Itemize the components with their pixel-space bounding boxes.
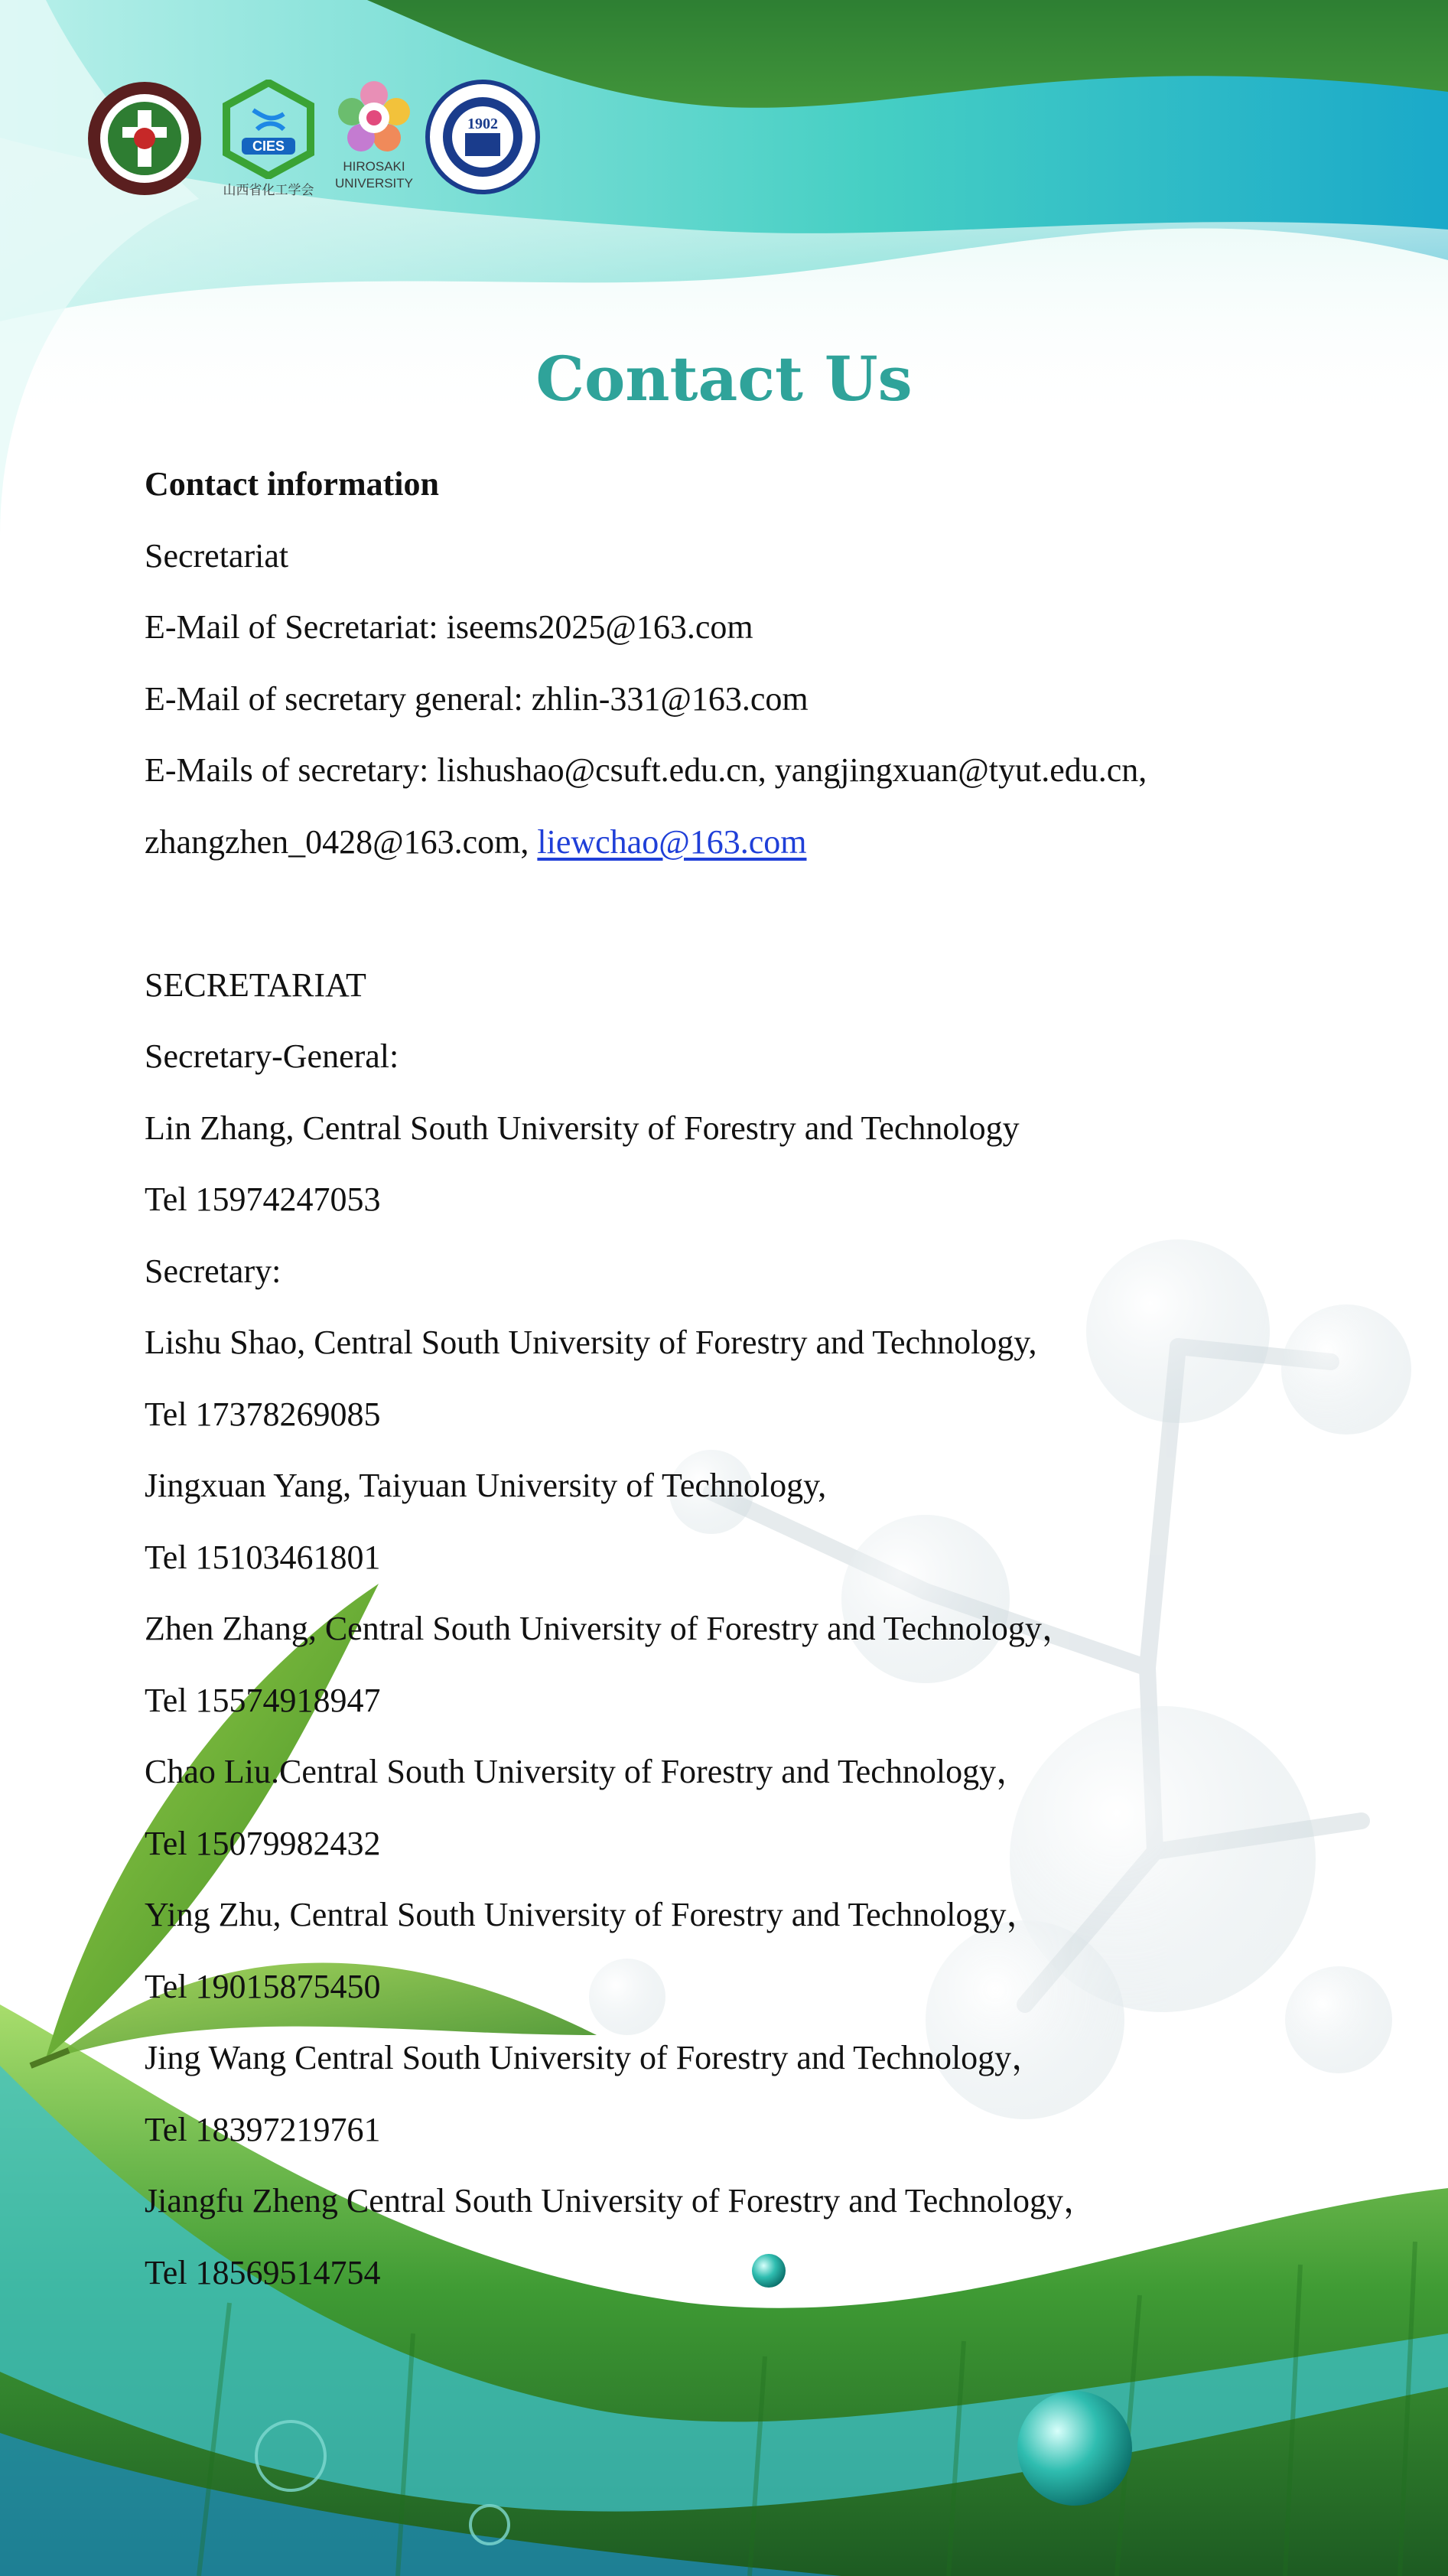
member-name: Lishu Shao, Central South University of Forestry and Technology,: [145, 1324, 1037, 1361]
secretary-general-tel: Tel 15974247053: [145, 1181, 381, 1218]
secretary-general-label: Secretary-General:: [145, 1037, 399, 1075]
email-secretariat: E-Mail of Secretariat: iseems2025@163.com: [145, 608, 753, 646]
page-title: Contact Us: [535, 343, 913, 415]
email-link-liewchao[interactable]: liewchao@163.com: [537, 822, 807, 861]
hirosaki-logo: [332, 80, 416, 197]
csuft-logo: [86, 80, 203, 197]
hirosaki-caption-line1: HIROSAKI: [343, 159, 405, 174]
email-secretaries-text: zhangzhen_0428@163.com,: [145, 822, 538, 861]
member-tel: Tel 15103461801: [145, 1538, 381, 1576]
secretariat-label: Secretariat: [145, 536, 289, 575]
member-tel: Tel 15079982432: [145, 1824, 381, 1862]
contact-content: [145, 448, 1338, 2308]
member-name: Jing Wang Central South University of Forestry and Technology，: [145, 2039, 1046, 2076]
member-tel: Tel 17378269085: [145, 1395, 381, 1433]
member-tel: Tel 15574918947: [145, 1681, 381, 1719]
member-name: Jingxuan Yang, Taiyuan University of Technology,: [145, 1467, 827, 1504]
tyut-logo: [425, 80, 540, 194]
member-tel: Tel 18569514754: [145, 2253, 381, 2291]
cies-text: CIES: [252, 138, 285, 154]
spacer: [145, 878, 1338, 949]
member-name: Ying Zhu, Central South University of Forestry and Technology，: [145, 1896, 1040, 1933]
email-secretaries-line2: [145, 806, 1338, 878]
secretary-label: Secretary:: [145, 1252, 281, 1290]
tyut-year: 1902: [467, 116, 498, 132]
member-name: Zhen Zhang, Central South University of Forestry and Technology，: [145, 1610, 1075, 1647]
member-name: Chao Liu.Central South University of Forestry and Technology，: [145, 1753, 1030, 1790]
email-secretaries-line1: E-Mails of secretary: lishushao@csuft.edu.cn, yangjingxuan@tyut.edu.cn,: [145, 751, 1147, 789]
contact-heading: Contact information: [145, 465, 439, 503]
member-tel: Tel 19015875450: [145, 1967, 381, 2005]
logo-row: [86, 80, 540, 197]
member-name: Jiangfu Zheng Central South University of Forestry and Technology，: [145, 2182, 1098, 2219]
email-secretary-general: E-Mail of secretary general: zhlin-331@163.com: [145, 679, 809, 718]
secretariat-heading: SECRETARIAT: [145, 966, 366, 1004]
hirosaki-caption-line2: UNIVERSITY: [334, 176, 414, 191]
cies-logo: [219, 80, 318, 197]
cies-caption: 山西省化工学会: [223, 183, 314, 197]
member-tel: Tel 18397219761: [145, 2110, 381, 2148]
secretary-general-name: Lin Zhang, Central South University of Forestry and Technology: [145, 1109, 1020, 1147]
